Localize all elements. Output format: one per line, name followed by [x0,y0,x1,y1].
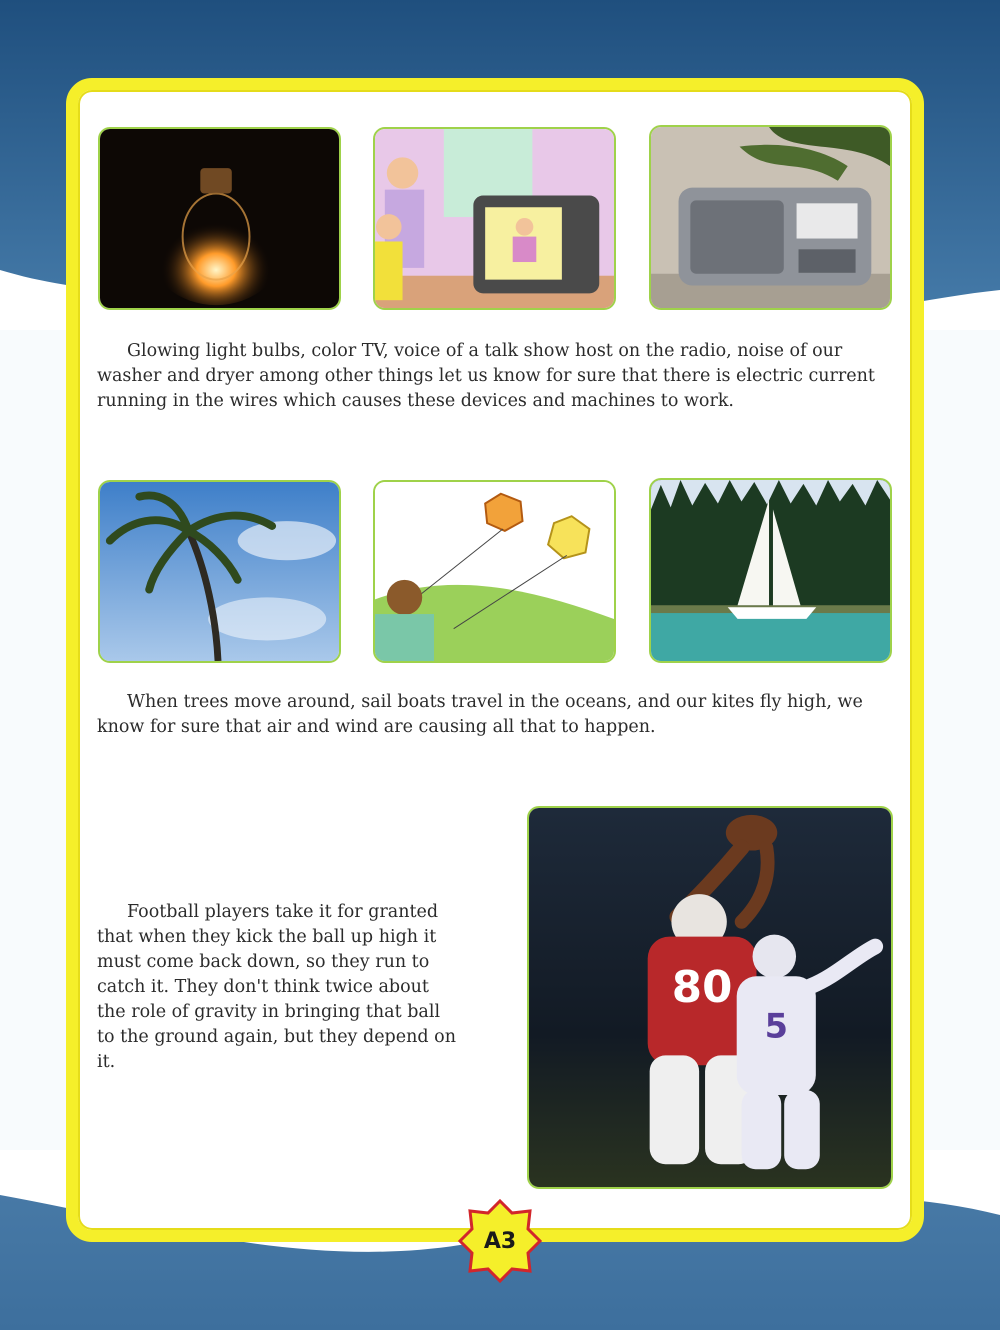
jersey-number: 80 [671,962,733,1013]
gravity-paragraph: Football players take it for granted that when they kick the ball up high it must come back down, so they run to catch it. They don't think twice about the role of gravity in bringing that ball to the ground again, but they depend on it. [97,902,456,1072]
light-bulb-photo [98,127,341,310]
football-players-photo [527,806,893,1189]
electricity-paragraph: Glowing light bulbs, color TV, voice of a talk show host on the radio, noise of our washer and dryer among other things let us know for sure that there is electric current running in the wires which causes these devices and machines to work. [97,341,875,411]
sailboat-photo [649,478,892,663]
svg-text:5: 5 [764,1006,788,1046]
palm-tree-photo [98,480,341,663]
tv-illustration [373,127,616,310]
page-number: A3 [483,1228,517,1254]
kites-illustration [373,480,616,663]
radio-photo [649,125,892,310]
wind-paragraph: When trees move around, sail boats travel in the oceans, and our kites fly high, we know for sure that air and wind are causing all that to happen. [97,692,863,737]
